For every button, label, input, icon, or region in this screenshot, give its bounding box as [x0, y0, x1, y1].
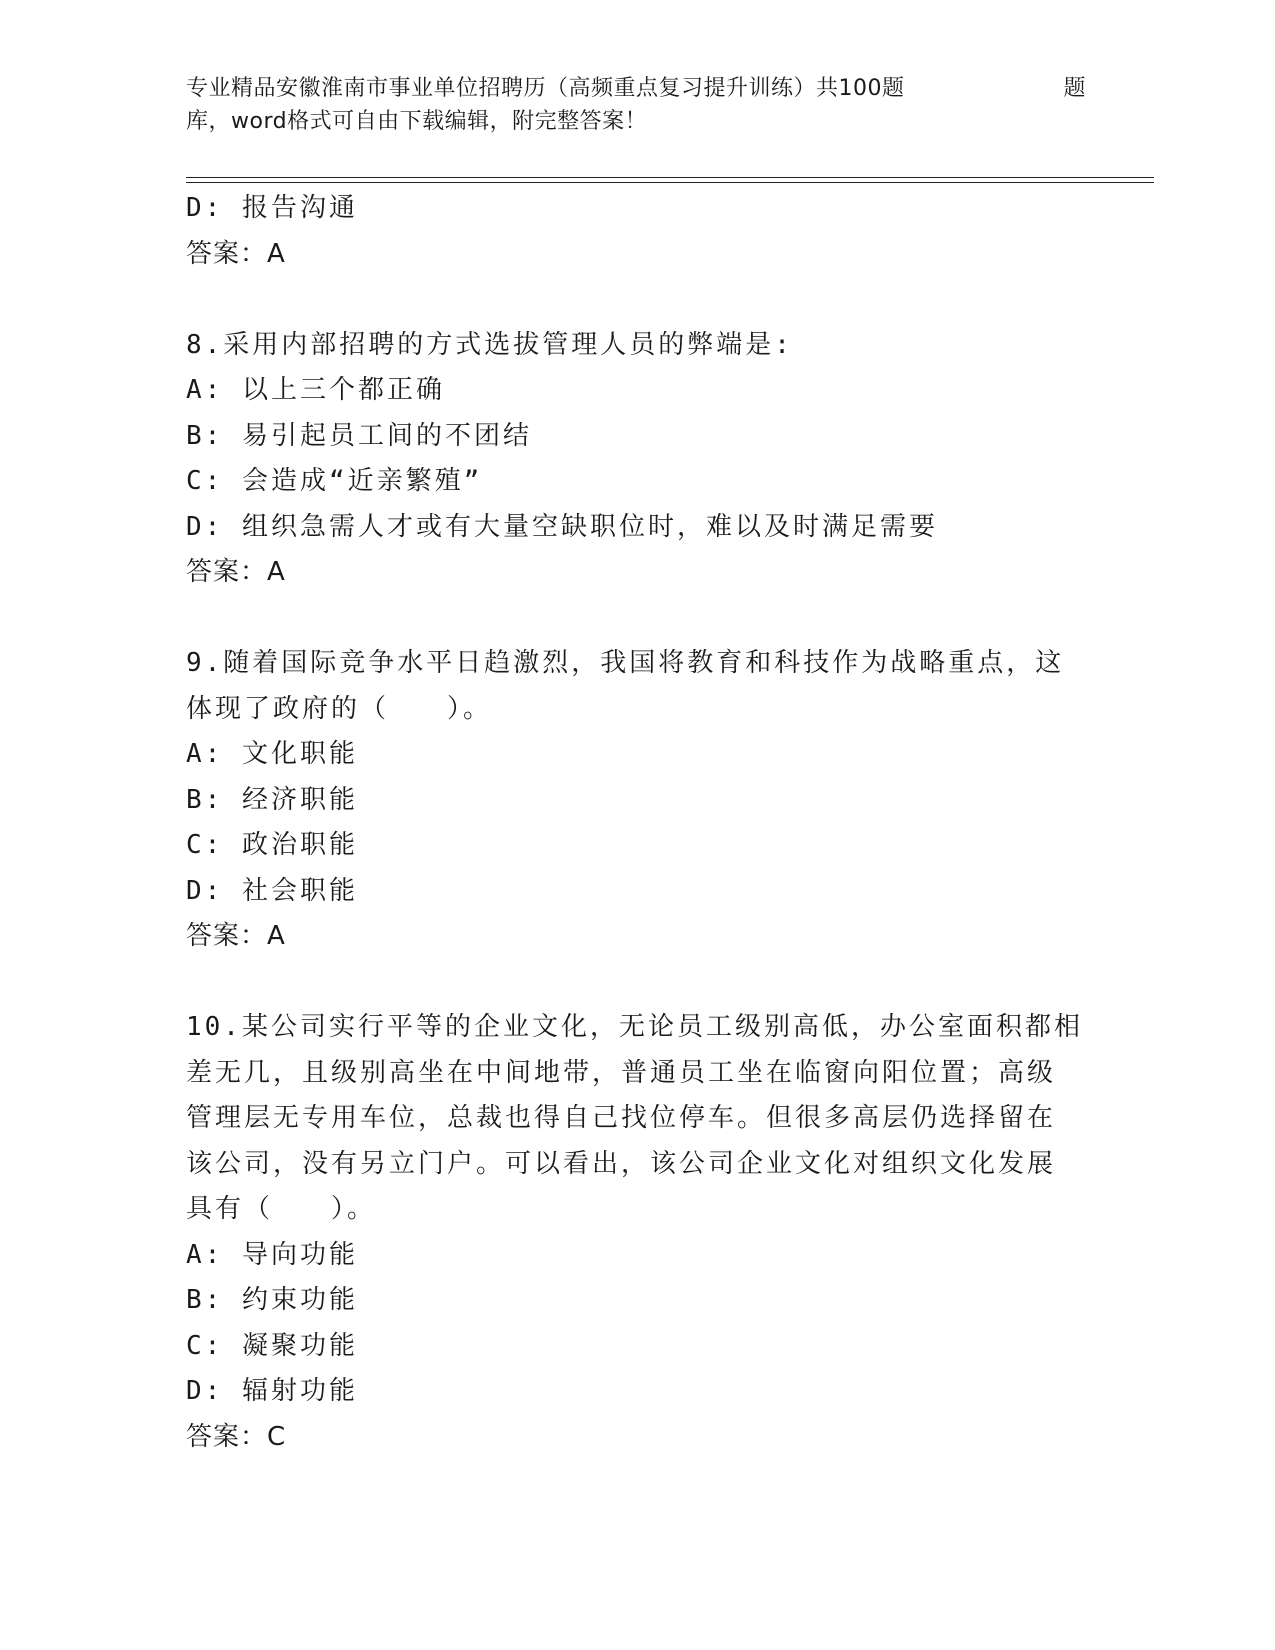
header-line-2: 库，word格式可自由下载编辑，附完整答案！ [186, 109, 648, 134]
option-a: A: 以上三个都正确 [186, 375, 445, 405]
option-b: B: 易引起员工间的不团结 [186, 420, 532, 451]
question-8 [186, 323, 1086, 596]
question-10 [186, 1005, 1086, 1460]
spacer [186, 960, 1086, 1006]
option-b: B: 约束功能 [186, 1285, 358, 1315]
header-line-1 [186, 72, 1086, 105]
answer: 答案：A [186, 557, 286, 587]
document-body [186, 186, 1086, 1460]
option-b: B: 经济职能 [186, 784, 358, 815]
question-stem-line: 10.某公司实行平等的企业文化，无论员工级别高低，办公室面积都相 [186, 1012, 1083, 1042]
option-c: C: 凝聚功能 [186, 1330, 358, 1361]
question-stem: 8.采用内部招聘的方式选拔管理人员的弊端是: [186, 329, 793, 360]
option-c: C: 会造成“近亲繁殖” [186, 466, 483, 496]
question-9 [186, 641, 1086, 960]
header-title-end: 题 [1063, 76, 1086, 101]
answer: 答案：C [186, 1421, 287, 1452]
option-c: C: 政治职能 [186, 830, 358, 860]
carryover-option-d: D: 报告沟通 [186, 193, 358, 223]
option-d: D: 社会职能 [186, 875, 358, 906]
question-stem-line: 差无几，且级别高坐在中间地带，普通员工坐在临窗向阳位置；高级 [186, 1057, 1057, 1088]
page-header [186, 72, 1086, 138]
header-divider-bottom [186, 182, 1154, 183]
option-a: A: 文化职能 [186, 739, 358, 769]
question-stem-line: 管理层无专用车位，总裁也得自己找位停车。但很多高层仍选择留在 [186, 1103, 1057, 1133]
header-divider-top [186, 177, 1154, 178]
question-stem-line: 该公司，没有另立门户。可以看出，该公司企业文化对组织文化发展 [186, 1148, 1057, 1179]
question-stem-line: 9.随着国际竞争水平日趋激烈，我国将教育和科技作为战略重点，这 [186, 648, 1065, 678]
header-title: 专业精品安徽淮南市事业单位招聘历（高频重点复习提升训练）共100题 [186, 76, 905, 101]
spacer [186, 596, 1086, 642]
question-stem-line: 具有（ ）。 [186, 1194, 377, 1224]
option-d: D: 辐射功能 [186, 1376, 358, 1406]
option-a: A: 导向功能 [186, 1239, 358, 1270]
option-d: D: 组织急需人才或有大量空缺职位时，难以及时满足需要 [186, 511, 938, 542]
spacer [186, 277, 1086, 323]
question-stem-line: 体现了政府的（ ）。 [186, 693, 493, 724]
answer: 答案：A [186, 921, 286, 951]
carryover-answer: 答案：A [186, 238, 286, 269]
